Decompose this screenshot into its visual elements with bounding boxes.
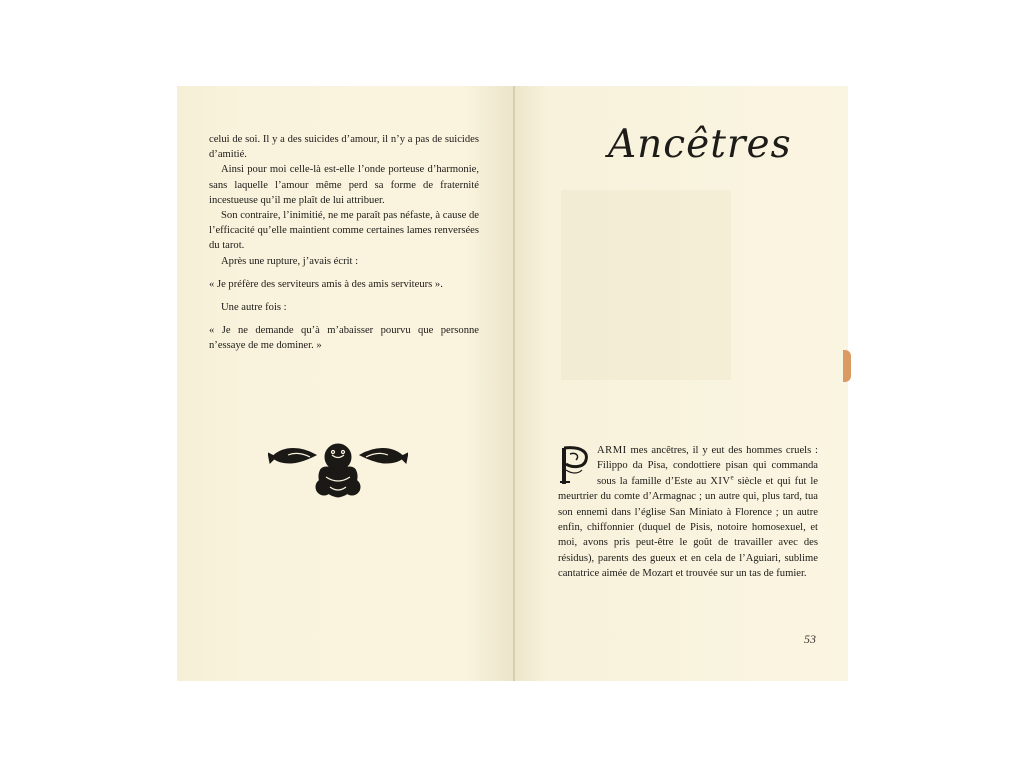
page-number: 53 bbox=[804, 632, 816, 646]
cherub-ornament-icon bbox=[268, 437, 408, 499]
right-page-text bbox=[558, 443, 818, 582]
paragraph-1: celui de soi. Il y a des suicides d’amour, il n’y a pas de suicides d’amitié. bbox=[209, 134, 479, 161]
lead-word: ARMI bbox=[597, 445, 627, 456]
paragraph-5: Une autre fois : bbox=[221, 302, 287, 314]
quote-2: « Je ne demande qu’à m’abaisser pourvu que personne n’essaye de me dominer. » bbox=[209, 325, 479, 352]
quote-1: « Je préfère des serviteurs amis à des amis serviteurs ». bbox=[209, 278, 443, 290]
paragraph-2: Ainsi pour moi celle-là est-elle l’onde porteuse d’harmonie, sans laquelle l’amour même perd sa forme de fraternité incestueuse qu’il me plaît de lui attribuer. bbox=[209, 164, 479, 206]
bookmark-tab bbox=[843, 350, 851, 382]
show-through-shadow bbox=[561, 190, 731, 380]
right-page bbox=[515, 86, 848, 681]
body-part-1: mes ancêtres, il y eut des hommes cruels : Filippo da Pisa, condottiere pisan qui commanda sous la famille d’Este au bbox=[597, 445, 818, 487]
chapter-title: Ancêtres bbox=[608, 122, 792, 167]
book-spread bbox=[177, 86, 848, 681]
century-numeral: XIV bbox=[710, 475, 731, 487]
left-page bbox=[177, 86, 515, 681]
body-part-2: siècle et qui fut le meurtrier du comte d’Armagnac ; un autre qui, plus tard, tua son ennemi dans l’église San Miniato à Florence ; un autre enfin, chiffonnier (duquel de Pisis, notoire homosexuel, et moi, avons pris peut-être le goût de travailler avec des résidus), parents des gueux et en cela de l’Aguiari, sublime cantatrice aimée de Mozart et trouvée sur un tas de fumier. bbox=[558, 475, 819, 580]
paragraph-4: Après une rupture, j’avais écrit : bbox=[221, 255, 359, 267]
decorated-initial-p-icon bbox=[558, 444, 590, 486]
paragraph-3: Son contraire, l’inimitié, ne me paraît pas néfaste, à cause de l’efficacité qu’elle maintient comme certaines lames renversées du tarot. bbox=[209, 210, 479, 252]
century-suffix: e bbox=[730, 473, 734, 482]
left-page-text bbox=[209, 132, 479, 354]
